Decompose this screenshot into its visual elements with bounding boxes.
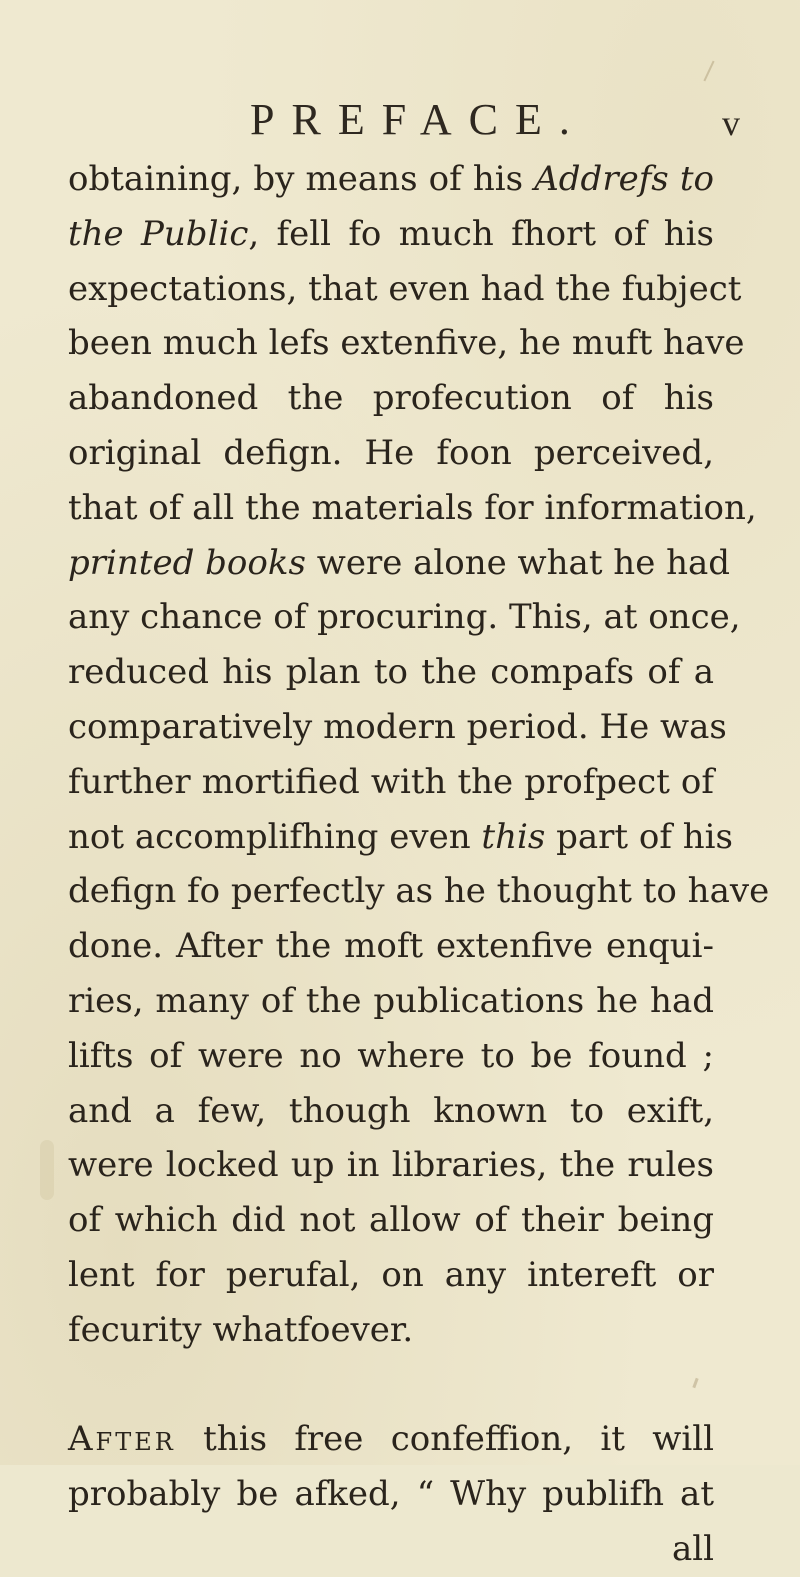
text-line [68,207,714,262]
text-segment: printed books [68,542,306,583]
text-line [68,536,731,591]
text-line: lifts of were no where to be found ; [68,1035,714,1076]
text-line: all [671,1528,714,1569]
running-head [0,92,800,148]
text-line: fecurity whatfoever. [68,1309,414,1350]
text-segment: this free confeffion, it will [175,1419,714,1460]
text-segment: not accomplifhing even [68,816,482,857]
page-number: v [722,103,740,143]
paper-speck [703,61,714,82]
text-segment: obtaining, by means of his [68,159,535,199]
text-segment: Addrefs to [534,159,714,199]
text-line: original defign. He foon perceived, [68,432,714,473]
text-line: expectations, that even had the fubject [68,268,742,309]
paragraph-break [68,1358,714,1413]
text-line: reduced his plan to the compafs of a [68,652,714,693]
text-line: been much lefs extenfive, he muft have [68,323,745,364]
text-line: ries, many of the publications he had [68,980,714,1021]
text-line: defign fo perfectly as he thought to have [68,871,770,912]
text-line: comparatively modern period. He was [68,706,727,747]
text-line: of which did not allow of their being [68,1200,714,1241]
text-line: and a few, though known to exift, [68,1090,714,1131]
text-line [68,1412,714,1467]
text-line: that of all the materials for information, [68,487,757,528]
paper-speck [40,1140,54,1200]
text-line: probably be afked, “ Why publifh at [68,1474,714,1515]
text-line: done. After the moft extenfive enqui- [68,926,714,967]
text-line: lent for perufal, on any intereft or [68,1254,714,1295]
text-segment: part of his [545,816,733,857]
text-line: further mortified with the profpect of [68,761,714,802]
text-line [68,152,714,207]
text-segment: , fell fo much fhort of his [248,213,714,254]
text-segment: were alone what he had [305,542,731,583]
text-segment: the Public [68,213,249,254]
text-line [68,810,733,865]
text-segment: this [481,816,546,857]
body-text [68,152,770,1577]
text-line: abandoned the profecution of his [68,378,714,419]
text-line: any chance of procuring. This, at once, [68,597,741,638]
text-line: were locked up in libraries, the rules [68,1145,714,1186]
text-segment: After [68,1419,176,1460]
running-head-title: PREFACE. [250,95,587,144]
